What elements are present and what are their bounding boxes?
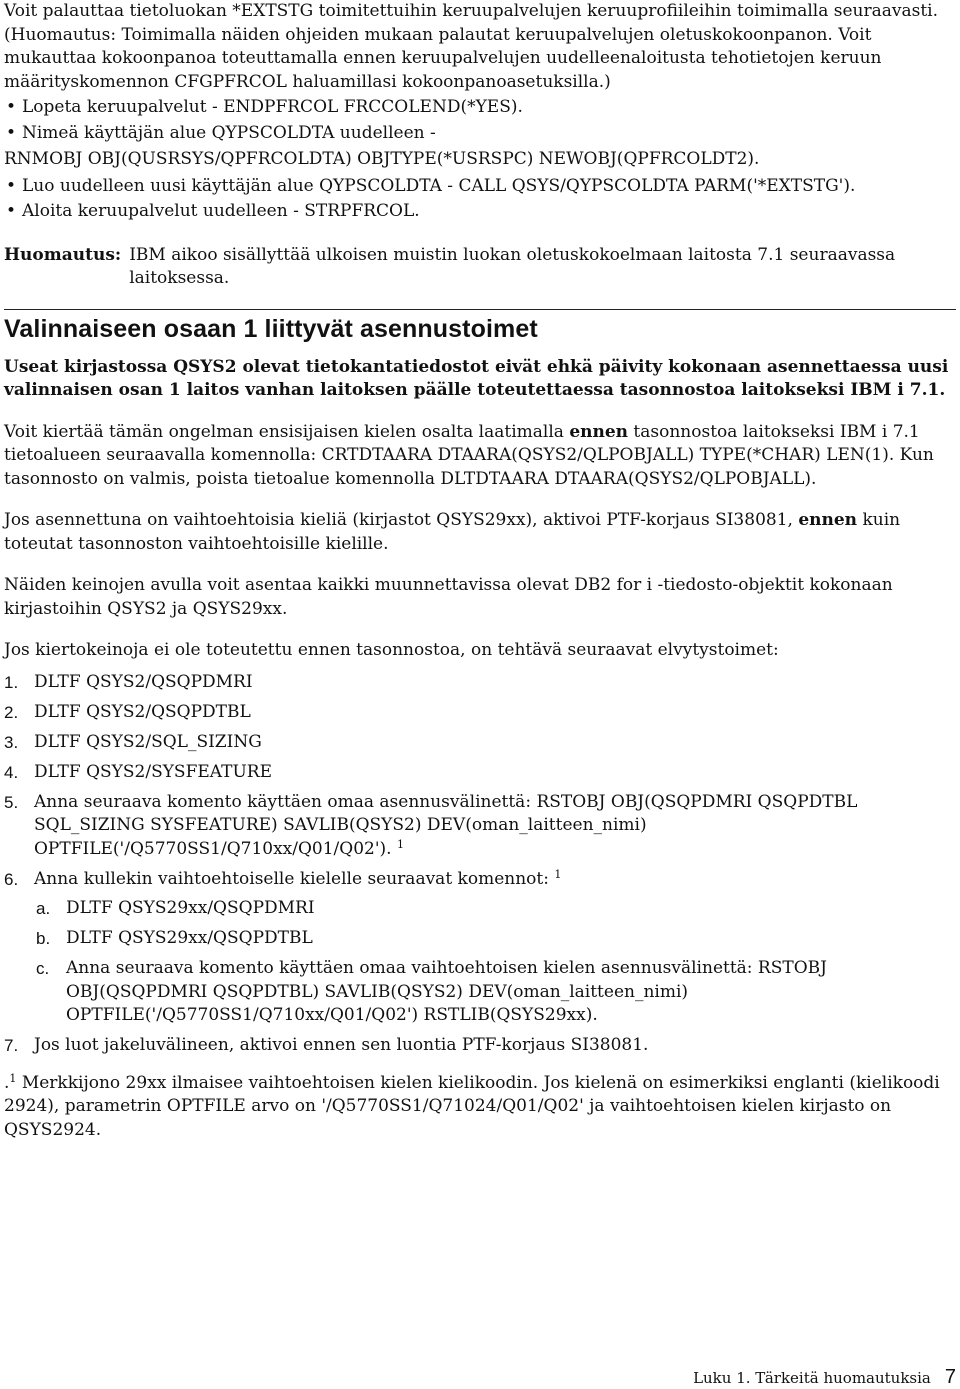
bullet-marker: •: [6, 201, 17, 221]
step-number: 1.: [4, 672, 19, 692]
sub-steps: [34, 897, 956, 1028]
step-item: [4, 731, 956, 755]
bullet-item: [4, 175, 956, 199]
step-item: [4, 868, 956, 1028]
alt-language-text-a: Jos asennettuna on vaihtoehtoisia kieliä (kirjastot QSYS29xx), aktivoi PTF-korjaus SI38081,: [4, 510, 799, 530]
alt-language-emphasis: ennen: [798, 510, 858, 530]
substep-item: [34, 927, 956, 951]
substep-text: Anna seuraava komento käyttäen omaa vaihtoehtoisen kielen asennusvälinettä: RSTOBJ OBJ(QSQPDMRI QSQPDTBL) SAVLIB(QSYS2) DEV(oman_laitteen_nimi) OPTFILE('/Q5770SS1/Q710xx/Q01/Q02') RSTLIB(QSYS29xx).: [66, 958, 827, 1025]
step-item: [4, 791, 956, 862]
footnote-number: 1: [9, 1071, 17, 1085]
bullet-marker: •: [6, 97, 17, 117]
page-number: 7: [944, 1366, 956, 1388]
substep-letter: b.: [36, 929, 51, 948]
workaround-emphasis: ennen: [569, 421, 629, 442]
footer-chapter: Luku 1. Tärkeitä huomautuksia: [693, 1369, 931, 1387]
note-block: [4, 244, 956, 291]
bullet-item: [4, 122, 956, 146]
section-title: Valinnaiseen osaan 1 liittyvät asennustoimet: [4, 314, 538, 343]
step-number: 5.: [4, 792, 19, 812]
recovery-steps: [4, 671, 956, 1058]
substep-text: DLTF QSYS29xx/QSQPDTBL: [66, 928, 313, 948]
procedure-bullets-cont: [4, 175, 956, 224]
footnote: [4, 1072, 956, 1143]
recovery-intro: Jos kiertokeinoja ei ole toteutettu ennen tasonnostoa, on tehtävä seuraavat elvytystoimet:: [4, 640, 779, 660]
procedure-bullets: [4, 96, 956, 145]
document-page: [4, 0, 956, 1142]
workaround-paragraph: [4, 421, 956, 492]
step-item: [4, 671, 956, 695]
section-divider: [4, 309, 956, 310]
step-number: 6.: [4, 869, 19, 889]
note-text: IBM aikoo sisällyttää ulkoisen muistin luokan oletuskokoelmaan laitosta 7.1 seuraavassa laitoksessa.: [129, 244, 896, 288]
alt-language-paragraph: [4, 509, 956, 556]
substep-letter: a.: [36, 899, 51, 918]
substep-item: [34, 957, 956, 1028]
bullet-text: Lopeta keruupalvelut - ENDPFRCOL FRCCOLEND(*YES).: [22, 97, 523, 117]
step-text: Jos luot jakeluvälineen, aktivoi ennen sen luontia PTF-korjaus SI38081.: [34, 1035, 649, 1055]
bullet-item: [4, 200, 956, 224]
bullet-item: [4, 96, 956, 120]
bullet-text: Aloita keruupalvelut uudelleen - STRPFRCOL.: [22, 201, 420, 221]
workaround-text-b: tasonnostoa laitokseksi IBM i 7.1 tietoalueen seuraavalla komennolla: CRTDTAARA DTAARA(QSYS2/QLPOBJALL) TYPE(*CHAR) LEN(1). Kun tasonnosto on valmis, poista tietoalue komennolla DLTDTAARA DTAARA(QSYS2/QLPOBJALL).: [4, 421, 934, 489]
workaround-text-a: Voit kiertää tämän ongelman ensisijaisen kielen osalta laatimalla: [4, 421, 570, 442]
step-item: [4, 1034, 956, 1058]
step-item: [4, 701, 956, 725]
step-text: Anna seuraava komento käyttäen omaa asennusvälinettä: RSTOBJ OBJ(QSQPDMRI QSQPDTBL SQL_SIZING SYSFEATURE) SAVLIB(QSYS2) DEV(oman_laitteen_nimi) OPTFILE('/Q5770SS1/Q710xx/Q01/Q02').: [34, 791, 858, 859]
step-text: Anna kullekin vaihtoehtoiselle kielelle seuraavat komennot:: [34, 868, 549, 889]
section-lead: Useat kirjastossa QSYS2 olevat tietokantatiedostot eivät ehkä päivity kokonaan asennettaessa uusi valinnaisen osan 1 laitos vanhan laitoksen päälle toteutettaessa tasonnostoa laitokseksi IBM i 7.1.: [4, 356, 949, 400]
step-number: 2.: [4, 702, 19, 722]
substep-text: DLTF QSYS29xx/QSQPDMRI: [66, 898, 315, 918]
step-number: 3.: [4, 732, 19, 752]
footnote-ref: 1: [396, 837, 404, 851]
step-item: [4, 761, 956, 785]
install-paragraph: Näiden keinojen avulla voit asentaa kaikki muunnettavissa olevat DB2 for i -tiedosto-objektit kokonaan kirjastoihin QSYS2 ja QSYS29xx.: [4, 575, 893, 619]
bullet-marker: •: [6, 122, 17, 143]
substep-item: [34, 897, 956, 921]
step-text: DLTF QSYS2/SQL_SIZING: [34, 731, 262, 752]
rename-command: RNMOBJ OBJ(QUSRSYS/QPFRCOLDTA) OBJTYPE(*USRSPC) NEWOBJ(QPFRCOLDT2).: [4, 149, 760, 169]
bullet-text: Luo uudelleen uusi käyttäjän alue QYPSCOLDTA - CALL QSYS/QYPSCOLDTA PARM('*EXTSTG').: [22, 175, 856, 196]
step-number: 4.: [4, 762, 19, 782]
footnote-prefix: .: [4, 1072, 10, 1093]
substep-letter: c.: [36, 959, 50, 978]
footnote-ref: 1: [554, 867, 562, 881]
bullet-text: Nimeä käyttäjän alue QYPSCOLDTA uudelleen -: [22, 122, 436, 143]
intro-paragraph: Voit palauttaa tietoluokan *EXTSTG toimitettuihin keruupalvelujen keruuprofiileihin toimimalla seuraavasti. (Huomautus: Toimimalla näiden ohjeiden mukaan palautat keruupalvelujen oletuskokoonpanon. Voit mukauttaa kokoonpanoa toteuttamalla ennen keruupalvelujen uudelleenaloitusta tehotietojen keruun määrityskomennon CFGPFRCOL haluamillasi kokoonpanoasetuksilla.): [4, 1, 939, 92]
step-number: 7.: [4, 1036, 19, 1055]
step-text: DLTF QSYS2/QSQPDMRI: [34, 671, 253, 692]
footnote-text: Merkkijono 29xx ilmaisee vaihtoehtoisen kielen kielikoodin. Jos kielenä on esimerkiksi englanti (kielikoodi 2924), parametrin OPTFILE arvo on '/Q5770SS1/Q71024/Q01/Q02' ja vaihtoehtoisen kielen kirjasto on QSYS2924.: [4, 1072, 940, 1140]
bullet-marker: •: [6, 175, 17, 196]
step-text: DLTF QSYS2/QSQPDTBL: [34, 701, 251, 722]
alt-language-text-b: kuin toteutat tasonnoston vaihtoehtoisille kielille.: [4, 510, 901, 554]
note-label: Huomautus:: [4, 244, 122, 265]
step-text: DLTF QSYS2/SYSFEATURE: [34, 761, 273, 782]
